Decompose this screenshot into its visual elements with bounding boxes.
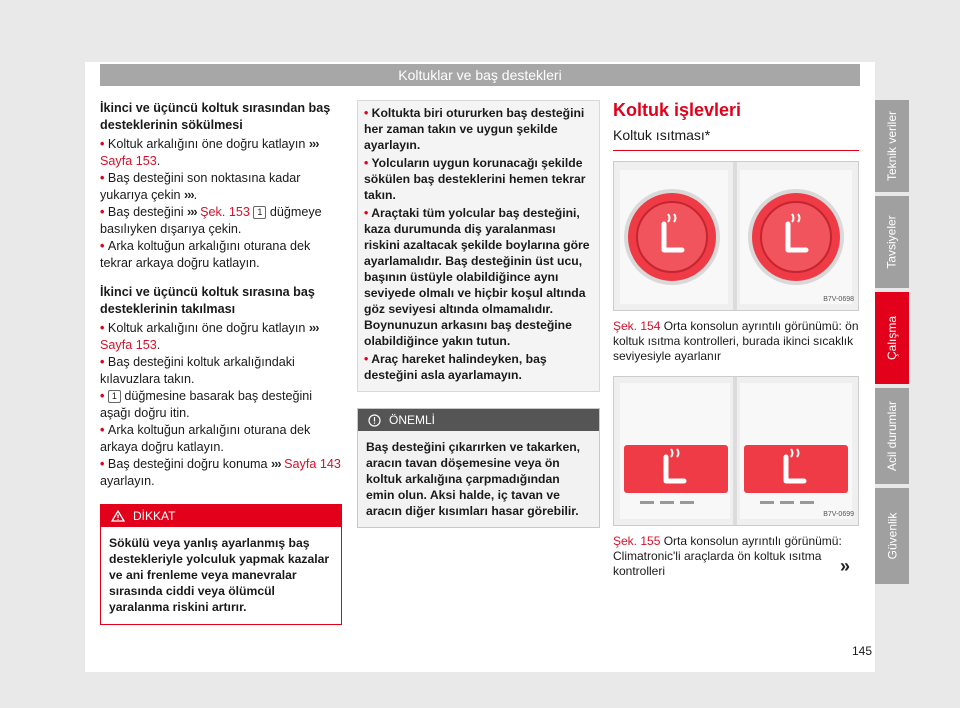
list-item <box>100 204 342 238</box>
bullet-dot: • <box>100 205 108 219</box>
side-tab-guvenlik[interactable] <box>875 488 909 584</box>
step-text: Koltuk arkalığını öne doğru katlayın <box>107 137 306 151</box>
step-tail: düğmeye basılıyken dışarıya çekin. <box>100 205 322 236</box>
install-heading: İkinci ve üçüncü koltuk sırasına baş desteklerinin takılması <box>100 285 315 316</box>
bullet-dot: • <box>100 137 108 151</box>
figure-155-id: B7V-0699 <box>823 511 854 518</box>
warning-continuation <box>357 100 600 392</box>
figure-155 <box>613 376 859 526</box>
side-tab-tavsiyeler[interactable] <box>875 196 909 288</box>
cross-reference-link[interactable]: Şek. 153 <box>200 205 250 219</box>
warning-item <box>364 205 593 349</box>
list-item <box>100 136 342 170</box>
warning-box <box>100 504 342 625</box>
step-text: Baş desteğini koltuk arkalığındaki kılavuzlara takın. <box>100 355 295 386</box>
step-text: Baş desteğini doğru konuma <box>107 457 268 471</box>
step-text: Baş desteğini son noktasına kadar yukarıya çekin <box>100 171 301 202</box>
list-item <box>100 320 342 354</box>
figure-154-text: Orta konsolun ayrıntılı görünümü: ön koltuk ısıtma kontrolleri, burada ikinci sıcaklık seviyesiyle ayarlanır <box>613 319 859 363</box>
bullet-dot: • <box>364 106 372 120</box>
removal-steps <box>100 136 342 272</box>
callout-number: 1 <box>253 206 266 219</box>
climatronic-seat-heating-buttons-illustration <box>614 377 858 525</box>
warning-item-text: Yolcuların uygun korunacağı şekilde sökülen baş desteklerini hemen tekrar takın. <box>364 156 586 202</box>
bullet-dot: • <box>100 321 108 335</box>
figure-155-text: Orta konsolun ayrıntılı görünümü: Climatronic'li araçlarda ön koltuk ısıtma kontrolleri <box>613 534 842 578</box>
info-circle-icon <box>368 414 381 427</box>
page-number: 145 <box>852 644 873 658</box>
note-label: ÖNEMLİ <box>389 413 436 427</box>
figure-154 <box>613 161 859 311</box>
note-box <box>357 408 600 528</box>
step-text: Koltuk arkalığını öne doğru katlayın <box>107 321 306 335</box>
bullet-dot: • <box>364 156 372 170</box>
bullet-dot: • <box>100 457 108 471</box>
side-tab-label: Tavsiyeler <box>885 215 900 269</box>
warning-item <box>364 105 593 153</box>
bullet-dot: • <box>100 239 108 253</box>
figure-154-caption <box>613 319 859 364</box>
warning-item-text: Koltukta biri otururken baş desteğini her zaman takın ve uygun şekilde ayarlayın. <box>364 106 585 152</box>
side-tab-acil-durumlar[interactable] <box>875 388 909 484</box>
bullet-dot: • <box>100 355 108 369</box>
warning-label: DİKKAT <box>133 509 176 523</box>
right-knob <box>748 189 844 285</box>
figure-154-label: Şek. 154 <box>613 319 661 333</box>
note-header <box>358 409 599 431</box>
left-knob <box>624 189 720 285</box>
side-tab-label: Acil durumlar <box>885 400 899 472</box>
list-item <box>100 170 342 204</box>
list-item <box>100 388 342 422</box>
callout-number: 1 <box>108 390 121 403</box>
reference-arrow-icon: ››› <box>308 137 319 151</box>
list-item <box>100 238 342 272</box>
side-tab-calisma[interactable] <box>875 292 909 384</box>
step-text: Arka koltuğun arkalığını oturana dek tekrar arkaya doğru katlayın. <box>100 239 311 270</box>
step-tail: ayarlayın. <box>100 474 155 488</box>
removal-heading: İkinci ve üçüncü koltuk sırasından baş desteklerinin sökülmesi <box>100 101 331 132</box>
section-subtitle: Koltuk ısıtması* <box>613 127 859 151</box>
bullet-dot: • <box>100 423 108 437</box>
warning-text: Sökülü veya yanlış ayarlanmış baş destekleriyle yolculuk yapmak kazalar ve ani frenleme veya manevralar sırasında ciddi veya ölümcül yaralanma riskini artırır. <box>109 536 330 614</box>
column-left <box>100 100 342 625</box>
column-right <box>613 100 859 579</box>
figure-154-id: B7V-0698 <box>823 296 854 303</box>
install-steps <box>100 320 342 490</box>
bullet-dot: • <box>364 352 372 366</box>
warning-header <box>101 505 341 527</box>
step-text: Baş desteğini <box>107 205 184 219</box>
warning-item-text: Araç hareket halindeyken, baş desteğini asla ayarlamayın. <box>364 352 547 382</box>
step-text: düğmesine basarak baş desteğini aşağı doğru itin. <box>100 389 313 420</box>
reference-arrow-icon: ››› <box>308 321 319 335</box>
section-title: Koltuk işlevleri <box>613 100 742 120</box>
step-tail: . <box>193 188 198 202</box>
continue-marker: » <box>840 556 851 576</box>
figure-155-caption <box>613 534 859 579</box>
list-item <box>100 422 342 456</box>
list-item <box>100 456 342 490</box>
warning-item <box>364 351 593 383</box>
reference-arrow-icon: ››› <box>187 205 197 219</box>
step-tail: . <box>156 154 161 168</box>
cross-reference-link[interactable]: Sayfa 143 <box>284 457 341 471</box>
side-tab-label: Güvenlik <box>885 512 899 560</box>
warning-item <box>364 155 593 203</box>
column-middle <box>357 100 600 528</box>
note-text: Baş desteğini çıkarırken ve takarken, aracın tavan döşemesine veya ön koltuk arkalığına çarpmadığından emin olun. Aksi halde, iç tavan ve aracın diğer kısımları hasar görebilir. <box>366 440 581 518</box>
list-item <box>100 354 342 388</box>
seat-heating-knobs-illustration <box>614 162 858 310</box>
figure-155-label: Şek. 155 <box>613 534 661 548</box>
reference-arrow-icon: ››› <box>271 457 281 471</box>
cross-reference-link[interactable]: Sayfa 153 <box>100 154 157 168</box>
reference-arrow-icon: ››› <box>184 188 194 202</box>
bullet-dot: • <box>364 206 372 220</box>
warning-triangle-icon <box>111 510 125 522</box>
side-tab-label: Çalışma <box>885 315 900 361</box>
page-header: Koltuklar ve baş destekleri <box>100 64 860 86</box>
warning-item-text: Araçtaki tüm yolcular baş desteğini, kaza durumunda diş yaralanması riskini azaltacak şekilde boylarına göre ayarlamalıdır. Baş desteğinin üst ucu, başının üstüyle olabildiğince aynı seviyede olmalı ve hiçbir koşul altında göz seviyesi altında olmamalıdır. Boynunuzun arkasını baş desteğine olabildiğince yakın tutun. <box>364 206 590 348</box>
bullet-dot: • <box>100 389 108 403</box>
side-tab-label: Teknik veriler <box>885 110 899 182</box>
bullet-dot: • <box>100 171 108 185</box>
step-tail: . <box>156 338 161 352</box>
step-text: Arka koltuğun arkalığını oturana dek arkaya doğru katlayın. <box>100 423 311 454</box>
cross-reference-link[interactable]: Sayfa 153 <box>100 338 157 352</box>
side-tab-teknik-veriler[interactable] <box>875 100 909 192</box>
